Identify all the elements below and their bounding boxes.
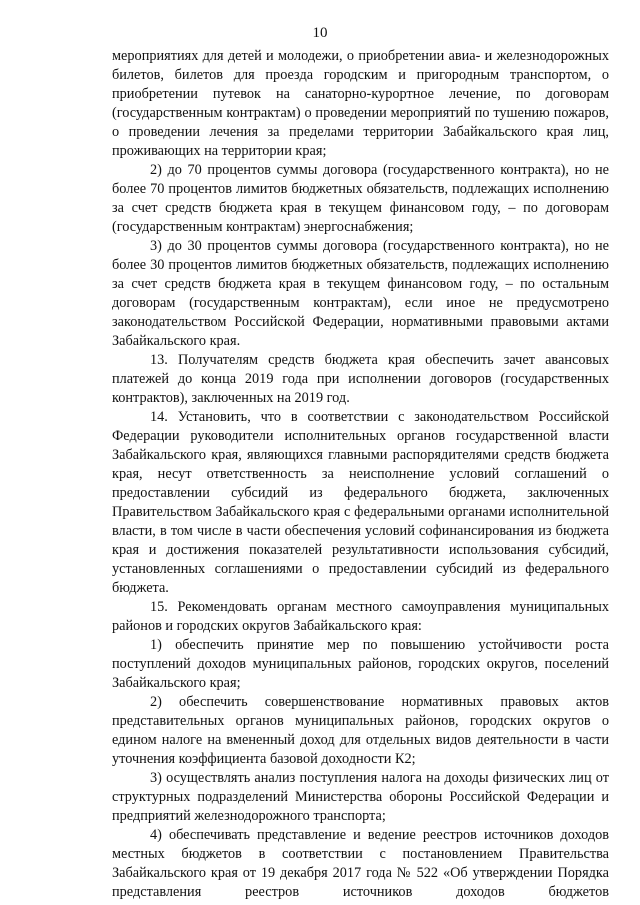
paragraph-15-item-3: 3) осуществлять анализ поступления налога на доходы физических лиц от структурных подразделений Министерства обороны Российской Федерации и предприятий железнодорожного транспорта; <box>112 770 609 824</box>
paragraph-15-item-4: 4) обеспечивать представление и ведение реестров источников доходов местных бюджетов в соответствии с постановлением Правительства Забайкальского края от 19 декабря 2017 года № 522 «Об утверждении Порядка представления реестров источников доходов бюджетов <box>112 827 609 900</box>
document-body <box>112 47 609 902</box>
paragraph-item-2: 2) до 70 процентов суммы договора (государственного контракта), но не более 70 процентов лимитов бюджетных обязательств, подлежащих исполнению за счет средств бюджета края в текущем финансовом году, – по договорам (государственным контрактам) энергоснабжения; <box>112 162 609 235</box>
paragraph-item-3: 3) до 30 процентов суммы договора (государственного контракта), но не более 30 процентов лимитов бюджетных обязательств, подлежащих исполнению за счет средств бюджета края в текущем финансовом году, – по остальным договорам (государственным контрактам), если иное не предусмотрено законодательством Российской Федерации, нормативными правовыми актами Забайкальского края. <box>112 238 609 349</box>
paragraph-15-item-1: 1) обеспечить принятие мер по повышению устойчивости роста поступлений доходов муниципальных районов, городских округов, поселений Забайкальского края; <box>112 637 609 691</box>
paragraph-continuation: мероприятиях для детей и молодежи, о приобретении авиа- и железнодорожных билетов, билетов для проезда городским и пригородным транспортом, о приобретении путевок на санаторно-курортное лечение, по договорам (государственным контрактам) о проведении мероприятий по тушению пожаров, о проведении лечения за пределами территории Забайкальского края лиц, проживающих на территории края; <box>112 48 609 159</box>
page-number: 10 <box>312 25 328 41</box>
paragraph-14: 14. Установить, что в соответствии с законодательством Российской Федерации руководители исполнительных органов государственной власти Забайкальского края, являющихся главными распорядителями средств бюджета края, несут ответственность за неисполнение условий соглашений о предоставлении субсидий из федерального бюджета, заключенных Правительством Забайкальского края с федеральными органами исполнительной власти, в том числе в части обеспечения условий софинансирования из бюджета края и достижения показателей результативности использования субсидий, установленных соглашениями о предоставлении субсидий из федерального бюджета. <box>112 409 609 596</box>
paragraph-13: 13. Получателям средств бюджета края обеспечить зачет авансовых платежей до конца 2019 года при исполнении договоров (государственных контрактов), заключенных на 2019 год. <box>112 352 609 406</box>
paragraph-15-item-2: 2) обеспечить совершенствование нормативных правовых актов представительных органов муниципальных районов, городских округов о едином налоге на вмененный доход для отдельных видов деятельности в части уточнения коэффициента базовой доходности К2; <box>112 694 609 767</box>
paragraph-15: 15. Рекомендовать органам местного самоуправления муниципальных районов и городских округов Забайкальского края: <box>112 599 609 634</box>
